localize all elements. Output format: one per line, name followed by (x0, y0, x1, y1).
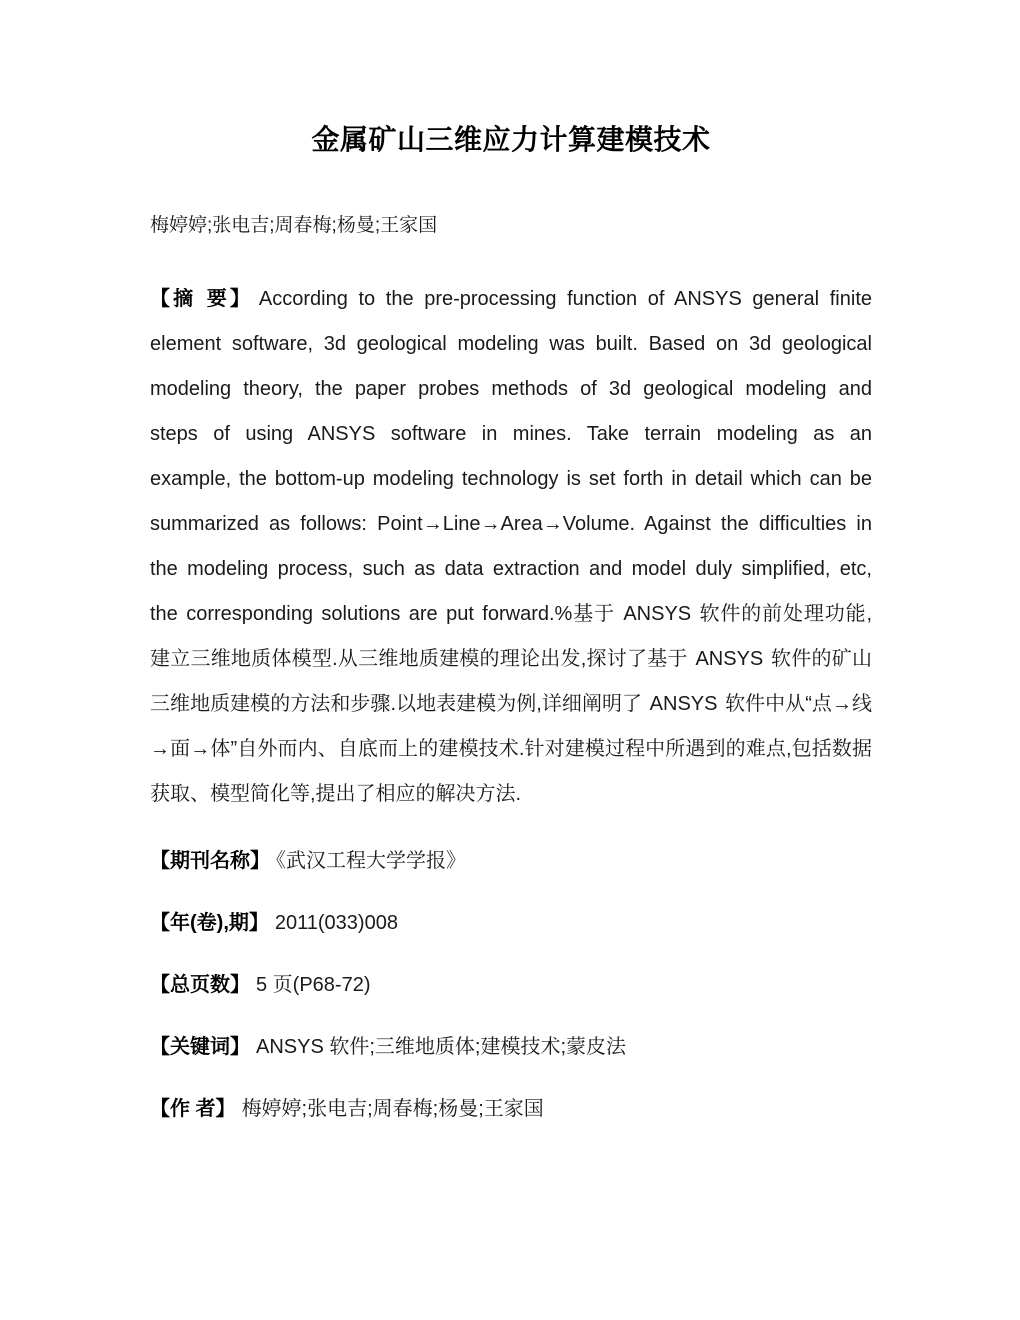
field-authors-value: 梅婷婷;张电吉;周春梅;杨曼;王家国 (241, 1098, 544, 1120)
abstract-label: 【摘 要】 (150, 288, 253, 310)
field-keywords-value: ANSYS 软件;三维地质体;建模技术;蒙皮法 (256, 1036, 627, 1058)
metadata-fields (150, 849, 872, 1122)
field-year-volume-issue-value: 2011(033)008 (274, 912, 398, 934)
field-total-pages (150, 973, 872, 998)
abstract-paragraph (150, 277, 872, 817)
field-total-pages-label: 【总页数】 (150, 974, 250, 996)
field-keywords (150, 1035, 872, 1060)
field-journal-name (150, 849, 872, 874)
field-authors-label: 【作 者】 (150, 1098, 236, 1120)
field-year-volume-issue-label: 【年(卷),期】 (150, 912, 269, 934)
page-title: 金属矿山三维应力计算建模技术 (311, 124, 711, 155)
field-authors (150, 1097, 872, 1122)
field-total-pages-value: 5 页(P68-72) (256, 974, 371, 996)
authors-line: 梅婷婷;张电吉;周春梅;杨曼;王家国 (150, 215, 438, 236)
field-journal-name-value: 《武汉工程大学学报》 (276, 850, 466, 872)
field-year-volume-issue (150, 911, 872, 936)
abstract-text: According to the pre-processing function of ANSYS general finite element software, 3d geological modeling was built. Based on 3d geological modeling theory, the paper probes methods of 3d geological modeling and steps of using ANSYS software in mines. Take terrain modeling as an example, the bottom-up modeling technology is set forth in detail which can be summarized as follows: Point→Line→Area→Volume. Against the difficulties in the modeling process, such as data extraction and model duly simplified, etc, the corresponding solutions are put forward.%基于 ANSYS 软件的前处理功能,建立三维地质体模型.从三维地质建模的理论出发,探讨了基于 ANSYS 软件的矿山三维地质建模的方法和步骤.以地表建模为例,详细阐明了 ANSYS 软件中从“点→线→面→体”自外而内、自底而上的建模技术.针对建模过程中所遇到的难点,包括数据获取、模型简化等,提出了相应的解决方法. (150, 288, 872, 805)
field-keywords-label: 【关键词】 (150, 1036, 250, 1058)
field-journal-name-label: 【期刊名称】 (150, 850, 270, 872)
